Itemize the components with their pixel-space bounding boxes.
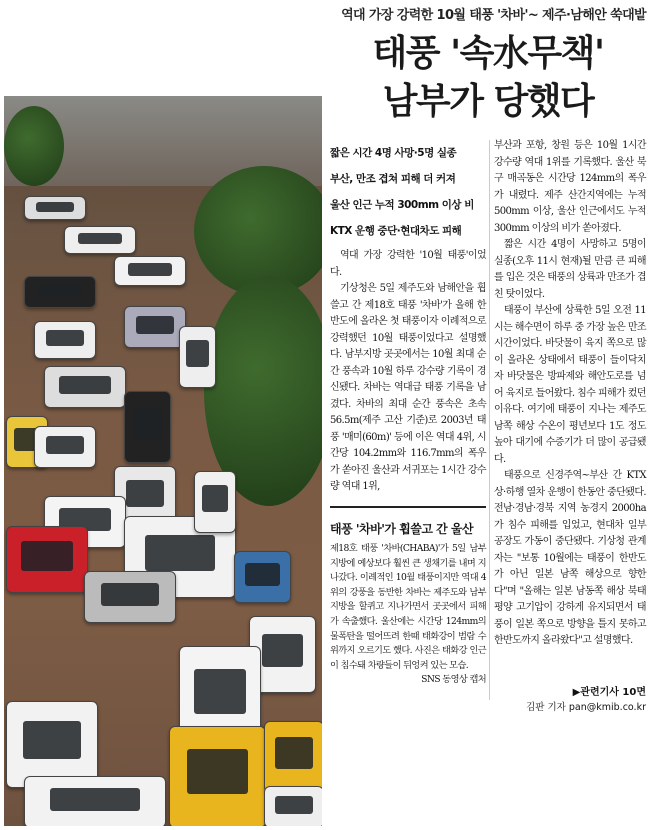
car-blue [234,551,291,603]
paragraph: 부산과 포항, 창원 등은 10월 1시간 강수량 역대 1위를 기록했다. 울산 북구 매곡동은 시간당 124mm의 폭우가 내렸다. 제주 산간지역에는 누적 500mm 이상, 울산 인근에서도 누적 300mm 이상의 비가 쏟아졌다. [494,140,646,234]
car-yellow [169,726,266,826]
car [124,306,186,348]
paragraph: 짧은 시간 4명이 사망하고 5명이 실종(오후 11시 현재)될 만큼 큰 피해를 입은 것은 태풍의 상륙과 만조가 겹친 탓이었다. [494,239,646,300]
car [24,276,96,308]
car [44,366,126,408]
summary-line: 짧은 시간 4명 사망·5명 실종 [330,147,457,159]
paragraph: 역대 가장 강력한 '10월 태풍'이었다. [330,250,486,278]
sidebox-caption [330,542,486,688]
car [114,256,186,286]
article-body-col1 [330,248,486,496]
byline: 김판 기자 pan@kmib.co.kr [526,702,646,713]
car [24,776,166,826]
headline-line-2: 남부가 당했다 [382,81,594,122]
car [179,326,216,388]
summary-line: KTX 운행 중단·현대차도 피해 [330,225,462,237]
summary-line: 울산 인근 누적 300mm 이상 비 [330,199,474,211]
photo-credit: SNS 동영상 캡처 [421,674,486,686]
sidebox-title: 태풍 '차바'가 휩쓸고 간 울산 [330,522,474,536]
related-article-link[interactable]: ▶관련기사 10면 [572,687,646,698]
car [64,226,136,254]
flood-photo [4,96,322,826]
headline [330,30,646,126]
paragraph: 태풍으로 신경주역~부산 간 KTX 상·하행 열차 운행이 한동안 중단됐다. 전남·경남·경북 지역 농경지 2000ha가 침수 피해를 입었고, 현대차 일부 공장도 가동이 중단됐다. 기상청 관계자는 "보통 10월에는 태풍이 한반도가 아닌 일본 남쪽 해상으로 향한다"며 "올해는 일본 남동쪽 해상 북태평양 고기압이 강하게 유지되면서 태풍이 일본 쪽으로 방향을 틀지 못하고 한반도까지 올라왔다"고 설명했다. [494,470,646,646]
car-yellow [264,721,322,793]
car [34,426,96,468]
car-red [6,526,88,593]
tree-left [4,106,64,186]
car [264,786,322,826]
summary-line: 부산, 만조 겹쳐 피해 더 커져 [330,173,456,185]
summary-box [330,140,486,244]
car [194,471,236,533]
car [34,321,96,359]
car [24,196,86,220]
article-body-col2 [494,138,646,650]
car [124,391,171,463]
column-divider [489,140,490,700]
paragraph: 기상청은 5일 제주도와 남해안을 휩쓸고 간 제18호 태풍 '차바'가 올해 한반도에 올라온 첫 태풍이자 이례적으로 강력했던 10월 태풍이었다고 설명했다. 남부지방 곳곳에서는 10월 최대 순간 풍속과 10월 하루 강수량 기록이 경신됐다. 차바는 역대급 태풍 기록을 남겼다. 차바의 최대 순간 풍속은 초속 56.5m(제주 고산 기준)로 2003년 태풍 '매미(60m)' 등에 이은 역대 4위, 시간당 104.2mm와 116.7mm의 폭우가 쏟아진 울산과 서귀포는 1시간 강수량 역대 1위, [330,283,486,492]
car [6,701,98,788]
paragraph: 태풍이 부산에 상륙한 5일 오전 11시는 해수면이 하루 중 가장 높은 만조 시간이었다. 바닷물이 육지 쪽으로 많이 올라온 상태에서 태풍이 들이닥치자 바닷물은 방파제와 해안도로를 넘어 육지로 들어왔다. 침수 피해가 컸던 이유다. 여기에 태풍이 지나는 제주도 남쪽 해상 수온이 평년보다 1도 정도 높아 대기에 수증기가 더 많이 공급됐다. [494,305,646,465]
car [84,571,176,623]
kicker: 역대 가장 강력한 10월 태풍 '차바'~ 제주·남해안 쑥대밭 [341,8,646,23]
headline-line-1: 태풍 '속水무책' [372,33,604,74]
sidebox-text: 제18호 태풍 '차바(CHABA)'가 5일 남부지방에 예상보다 훨씬 큰 생채기를 내며 지나갔다. 이례적인 10월 태풍이지만 역대 4위의 강풍을 동반한 차바는 제주도와 남부지방을 할퀴고 지나가면서 곳곳에서 피해가 속출했다. 울산에는 시간당 124mm의 물폭탄을 떨어뜨려 한때 태화강이 범람 수위까지 오르기도 했다. 사진은 태화강 인근이 침수돼 차량들이 뒤엉켜 있는 모습. [330,543,486,671]
sidebox-rule [330,506,486,508]
